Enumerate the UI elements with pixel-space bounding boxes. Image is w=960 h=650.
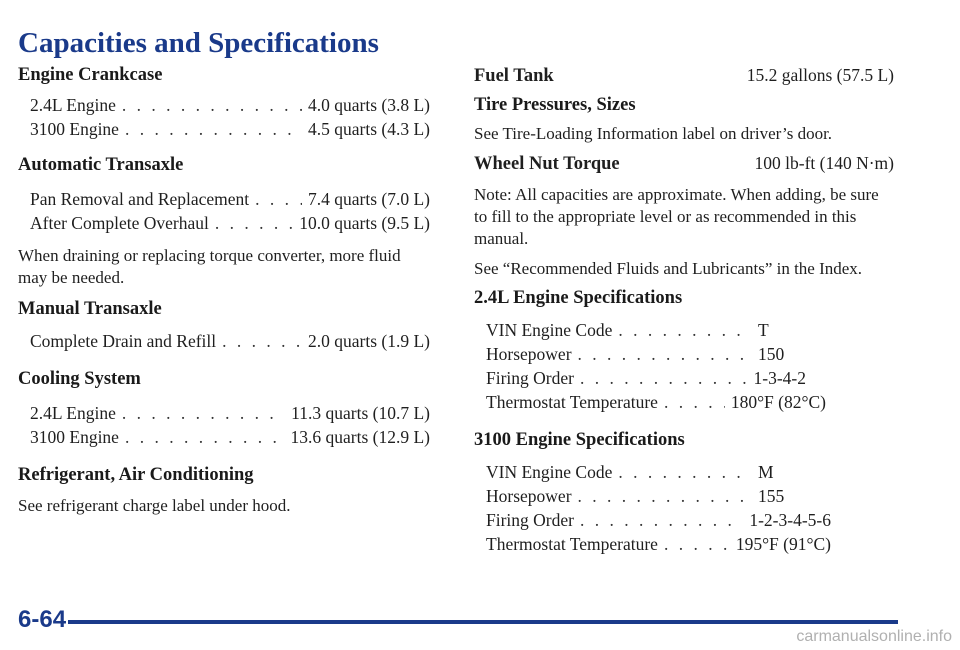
spec3100-heading: 3100 Engine Specifications xyxy=(474,430,685,450)
spec24-heading: 2.4L Engine Specifications xyxy=(474,288,683,308)
spec-row xyxy=(486,390,826,414)
spec-label: 2.4L Engine xyxy=(30,403,116,423)
spec-value: 1-2-3-4-5-6 xyxy=(749,510,831,530)
wheel-nut-row xyxy=(474,151,894,176)
converter-note: When draining or replacing torque converter, more fluid may be needed. xyxy=(18,246,401,287)
fuel-tank-row xyxy=(474,63,894,88)
spec-label: After Complete Overhaul xyxy=(30,213,209,233)
spec-value: 195°F (91°C) xyxy=(735,534,831,554)
spec-label: Horsepower xyxy=(486,344,572,364)
spec-value: 2.0 quarts (1.9 L) xyxy=(308,331,430,351)
spec-value: 155 xyxy=(758,486,785,506)
fluids-reference: See “Recommended Fluids and Lubricants” in the Index. xyxy=(474,259,863,278)
spec-row xyxy=(30,187,430,211)
spec-row xyxy=(30,329,430,353)
spec-label: 3100 Engine xyxy=(30,119,119,139)
fuel-tank-value: 15.2 gallons (57.5 L) xyxy=(746,65,894,85)
spec-label: VIN Engine Code xyxy=(486,462,613,482)
spec-row xyxy=(486,318,806,342)
tires-note: See Tire-Loading Information label on driver’s door. xyxy=(474,124,833,143)
spec-value: 10.0 quarts (9.5 L) xyxy=(299,213,430,233)
spec-row xyxy=(486,532,831,556)
refrigerant-heading: Refrigerant, Air Conditioning xyxy=(18,465,254,485)
spec-row xyxy=(486,460,806,484)
spec-row xyxy=(486,508,831,532)
spec-value: 7.4 quarts (7.0 L) xyxy=(308,189,430,209)
watermark: carmanualsonline.info xyxy=(796,628,952,645)
spec-row xyxy=(30,211,430,235)
spec-value: 180°F (82°C) xyxy=(730,392,826,412)
spec-value: 4.5 quarts (4.3 L) xyxy=(308,119,430,139)
spec-row xyxy=(30,425,430,449)
spec-label: 3100 Engine xyxy=(30,427,119,447)
refrigerant-note: See refrigerant charge label under hood. xyxy=(18,496,291,515)
spec-value: 150 xyxy=(758,344,785,364)
spec-value: T xyxy=(758,320,769,340)
spec-value: 1-3-4-2 xyxy=(753,368,806,388)
spec-row xyxy=(30,93,430,117)
wheel-nut-value: 100 lb-ft (140 N·m) xyxy=(754,153,894,173)
right-column xyxy=(474,63,904,556)
spec-value: 11.3 quarts (10.7 L) xyxy=(291,403,430,423)
capacities-note: Note: All capacities are approximate. When adding, be sure to fill to the appropriate level or as recommended in this manual. xyxy=(474,185,879,248)
manual-transaxle-heading: Manual Transaxle xyxy=(18,299,162,319)
left-column xyxy=(18,63,438,517)
spec-label: 2.4L Engine xyxy=(30,95,116,115)
spec-value: 13.6 quarts (12.9 L) xyxy=(290,427,430,447)
auto-transaxle-heading: Automatic Transaxle xyxy=(18,155,184,175)
spec-row xyxy=(486,484,806,508)
footer-rule xyxy=(68,620,898,624)
fuel-tank-label: Fuel Tank xyxy=(474,66,554,86)
wheel-nut-label: Wheel Nut Torque xyxy=(474,154,620,174)
spec-label: VIN Engine Code xyxy=(486,320,613,340)
spec-label: Firing Order xyxy=(486,510,574,530)
spec-row xyxy=(486,342,806,366)
spec-label: Pan Removal and Replacement xyxy=(30,189,250,209)
page-number: 6-64 xyxy=(18,606,67,633)
spec-row xyxy=(486,366,806,390)
page-title: Capacities and Specifications xyxy=(18,27,379,59)
spec-label: Horsepower xyxy=(486,486,572,506)
cooling-heading: Cooling System xyxy=(18,369,141,389)
spec-label: Complete Drain and Refill xyxy=(30,331,217,351)
spec-row xyxy=(30,401,430,425)
tires-heading: Tire Pressures, Sizes xyxy=(474,95,636,115)
crankcase-heading: Engine Crankcase xyxy=(18,65,163,85)
spec-value: M xyxy=(758,462,774,482)
spec-label: Thermostat Temperature xyxy=(486,534,658,554)
spec-label: Firing Order xyxy=(486,368,574,388)
spec-row xyxy=(30,117,430,141)
spec-value: 4.0 quarts (3.8 L) xyxy=(308,95,430,115)
spec-label: Thermostat Temperature xyxy=(486,392,658,412)
